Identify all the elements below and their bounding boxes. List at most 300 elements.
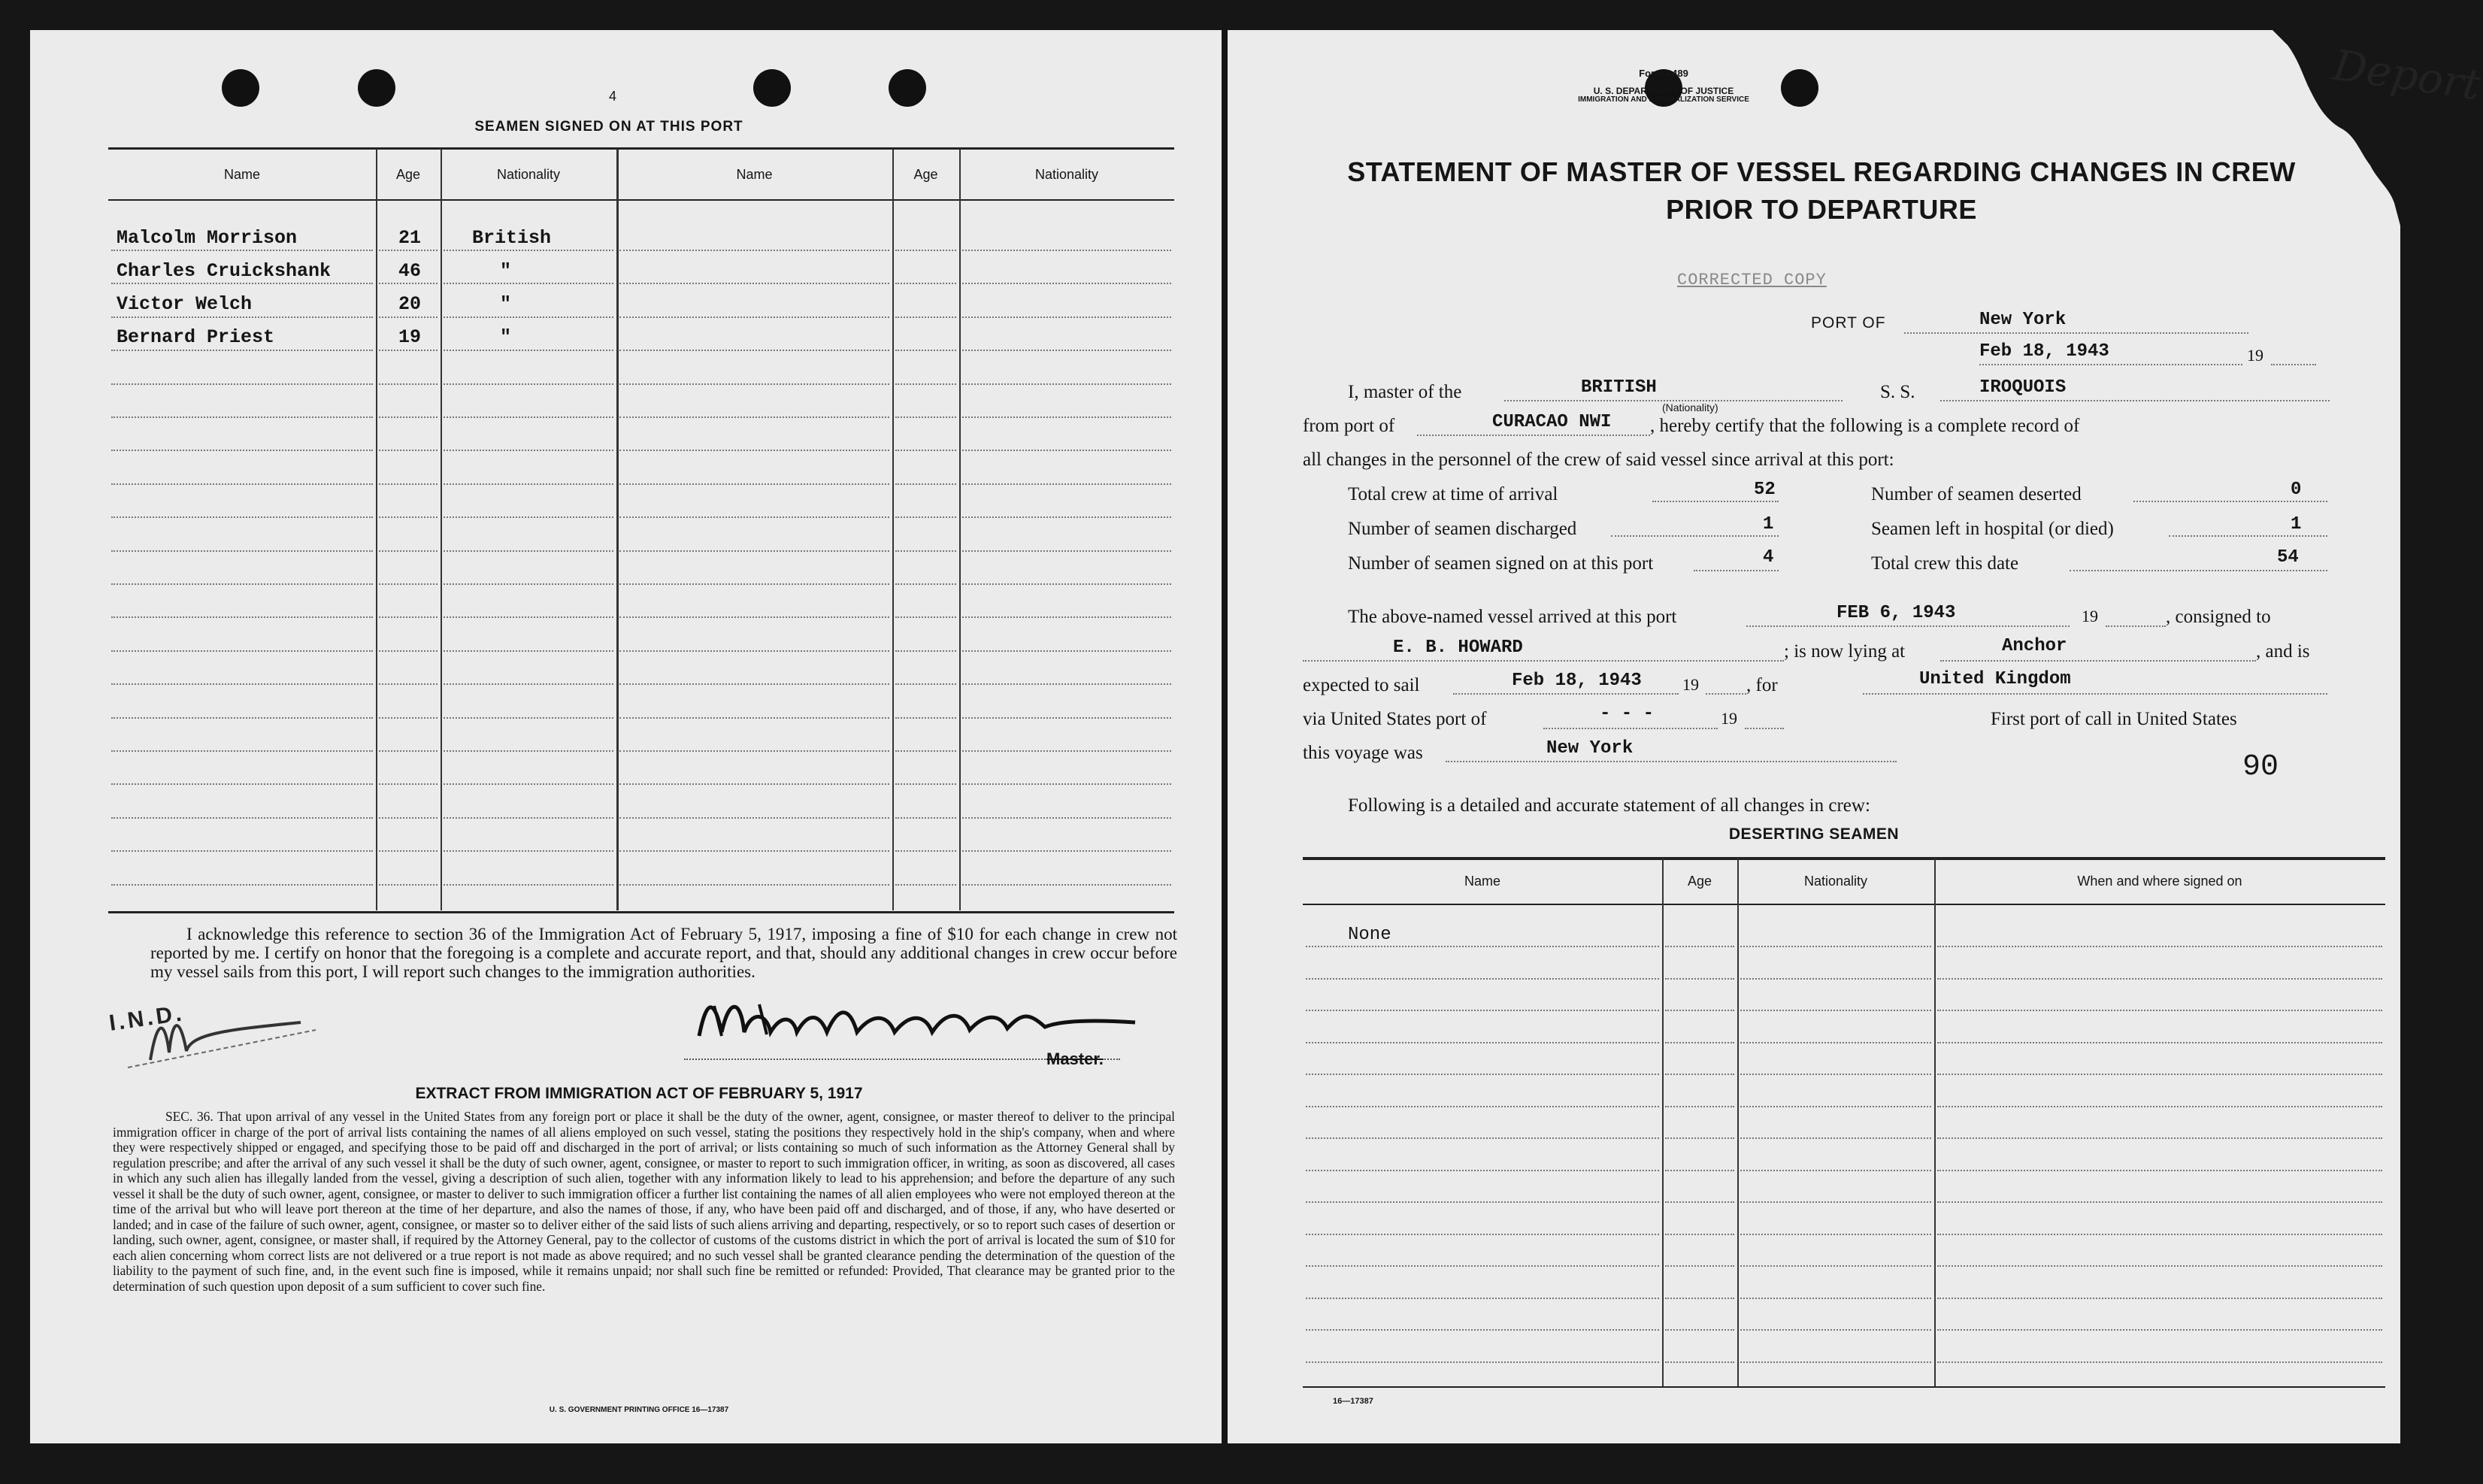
punch-hole <box>753 69 791 107</box>
row-rule <box>1740 1361 1931 1363</box>
header-name: Name <box>736 167 773 182</box>
row-rule <box>1937 946 2382 947</box>
row-rule <box>962 316 1171 318</box>
row-rule <box>619 850 889 852</box>
table-header-rule <box>1303 904 2385 905</box>
row-rule <box>1665 1265 1734 1267</box>
stat-value: 54 <box>2277 547 2299 568</box>
fill-line <box>1706 693 1746 695</box>
row-rule <box>895 316 956 318</box>
row-rule <box>1306 978 1659 980</box>
fill-line <box>2169 535 2327 537</box>
table-top-rule <box>108 147 1174 150</box>
row-rule <box>895 717 956 719</box>
row-rule <box>962 550 1171 552</box>
row-rule <box>444 783 613 785</box>
row-rule <box>444 283 613 284</box>
stat-label: Number of seamen discharged <box>1348 519 1577 539</box>
row-rule <box>111 650 373 652</box>
row-rule <box>619 416 889 418</box>
row-rule <box>1740 1074 1931 1075</box>
row-rule <box>444 350 613 351</box>
row-rule <box>895 783 956 785</box>
certify-text: , hereby certify that the following is a complete record of <box>1650 416 2080 436</box>
row-rule <box>1740 1265 1931 1267</box>
row-rule <box>1937 1329 2382 1331</box>
row-rule <box>379 350 438 351</box>
row-rule <box>1665 1298 1734 1299</box>
form-subtitle: PRIOR TO DEPARTURE <box>1666 194 1977 225</box>
from-port-label: from port of <box>1303 416 1395 436</box>
row-rule <box>379 650 438 652</box>
row-rule <box>111 483 373 485</box>
row-rule <box>111 783 373 785</box>
row-rule <box>1740 1298 1931 1299</box>
section-title: SEAMEN SIGNED ON AT THIS PORT <box>474 119 743 135</box>
row-rule <box>444 550 613 552</box>
page-number: 4 <box>609 89 617 104</box>
row-rule <box>962 450 1171 451</box>
row-rule <box>444 717 613 719</box>
row-rule <box>111 616 373 618</box>
row-rule <box>619 650 889 652</box>
row-rule <box>1665 1170 1734 1171</box>
row-rule <box>1306 1265 1659 1267</box>
punch-hole <box>222 69 259 107</box>
row-rule <box>379 483 438 485</box>
arrived-date: FEB 6, 1943 <box>1837 603 1956 623</box>
row-rule <box>1937 1106 2382 1107</box>
row-rule <box>379 516 438 518</box>
row-rule <box>895 350 956 351</box>
row-rule <box>1665 1106 1734 1107</box>
table-header-rule <box>108 199 1174 201</box>
consignee-value: E. B. HOWARD <box>1393 638 1523 658</box>
row-rule <box>1306 1329 1659 1331</box>
row-rule <box>111 550 373 552</box>
extract-title: EXTRACT FROM IMMIGRATION ACT OF FEBRUARY 5, 1917 <box>415 1085 863 1102</box>
row-rule <box>895 416 956 418</box>
year-suffix: 19 <box>1721 709 1737 728</box>
header-name: Name <box>223 167 260 182</box>
header-age: Age <box>395 167 421 182</box>
row-rule <box>962 817 1171 819</box>
row-rule <box>444 850 613 852</box>
row-rule <box>1937 1298 2382 1299</box>
row-rule <box>1740 1042 1931 1043</box>
form-old: (Old 689) <box>1646 77 1681 86</box>
fill-line <box>1904 332 2248 334</box>
row-rule <box>1937 1042 2382 1043</box>
row-rule <box>1937 1074 2382 1075</box>
row-rule <box>962 750 1171 752</box>
row-rule <box>1306 1298 1659 1299</box>
col-divider <box>959 149 961 910</box>
row-rule <box>1306 1074 1659 1075</box>
row-rule <box>962 283 1171 284</box>
service: IMMIGRATION AND NATURALIZATION SERVICE <box>1578 95 1749 104</box>
row-rule <box>619 884 889 886</box>
fill-line <box>2070 570 2327 571</box>
acknowledgment-text: I acknowledge this reference to section 36 of the Immigration Act of February 5, 1917, imposing a fine of $10 for each change in crew not reported by me. I certify on honor that the foregoing is a complete and accurate report, and that, should any additional changes in crew occur before my vessel sails from this port, I will report such changes to the immigration authorities. <box>150 925 1177 981</box>
row-rule <box>379 750 438 752</box>
deserting-title: DESERTING SEAMEN <box>1728 825 1900 843</box>
header-nationality: Nationality <box>496 167 561 182</box>
date-value: Feb 18, 1943 <box>1979 341 2109 362</box>
row-rule <box>962 583 1171 585</box>
row-rule <box>619 583 889 585</box>
row-rule <box>444 250 613 251</box>
row-rule <box>1665 1074 1734 1075</box>
printing-office: U. S. GOVERNMENT PRINTING OFFICE 16—17387 <box>549 1406 729 1414</box>
row-rule <box>111 316 373 318</box>
row-rule <box>111 350 373 351</box>
year-suffix: 19 <box>2082 607 2098 625</box>
corrected-copy-stamp: CORRECTED COPY <box>1677 271 1827 289</box>
row-rule <box>1740 1170 1931 1171</box>
row-rule <box>895 516 956 518</box>
seaman-age: 20 <box>398 293 422 315</box>
footer-code: 16—17387 <box>1333 1397 1373 1406</box>
punch-hole <box>358 69 395 107</box>
following-text: Following is a detailed and accurate statement of all changes in crew: <box>1348 795 1870 816</box>
row-rule <box>895 250 956 251</box>
row-rule <box>1306 1106 1659 1107</box>
row-rule <box>1740 1234 1931 1235</box>
row-rule <box>619 516 889 518</box>
row-rule <box>379 383 438 385</box>
row-rule <box>1665 1329 1734 1331</box>
fill-line <box>1453 693 1679 695</box>
consigned-label: , consigned to <box>2166 607 2271 627</box>
row-rule <box>1740 1010 1931 1011</box>
fill-line <box>1611 535 1779 537</box>
row-rule <box>111 283 373 284</box>
first-port-value: New York <box>1546 738 1634 759</box>
vessel-value: IROQUOIS <box>1979 377 2067 398</box>
row-rule <box>619 550 889 552</box>
row-rule <box>895 683 956 685</box>
ind-stamp: I.N.D. <box>107 1001 186 1036</box>
row-rule <box>444 817 613 819</box>
row-rule <box>895 283 956 284</box>
header-nationality: Nationality <box>1803 874 1868 889</box>
row-rule <box>1306 1201 1659 1203</box>
fill-line <box>1940 400 2330 401</box>
row-rule <box>379 817 438 819</box>
row-rule <box>111 683 373 685</box>
seaman-nationality: " <box>500 293 512 315</box>
row-rule <box>111 717 373 719</box>
row-rule <box>619 616 889 618</box>
seaman-nationality: British <box>472 227 552 249</box>
row-rule <box>1306 1137 1659 1139</box>
row-rule <box>895 550 956 552</box>
row-rule <box>962 850 1171 852</box>
row-rule <box>1665 1234 1734 1235</box>
row-rule <box>444 516 613 518</box>
for-label: , for <box>1746 675 1778 695</box>
header-nationality: Nationality <box>1034 167 1099 182</box>
fill-line <box>2271 364 2316 365</box>
year-suffix: 19 <box>2247 346 2263 365</box>
row-rule <box>619 350 889 351</box>
table-bottom-rule <box>1303 1386 2385 1388</box>
seaman-name: Bernard Priest <box>117 326 275 348</box>
row-rule <box>619 250 889 251</box>
row-rule <box>1740 1329 1931 1331</box>
stamp-scribble <box>105 1000 346 1075</box>
and-is-label: , and is <box>2256 641 2310 662</box>
row-rule <box>111 450 373 451</box>
row-rule <box>111 750 373 752</box>
first-port-label: First port of call in United States <box>1991 709 2237 729</box>
row-rule <box>895 850 956 852</box>
row-rule <box>895 884 956 886</box>
row-rule <box>895 450 956 451</box>
extract-text: SEC. 36. That upon arrival of any vessel in the United States from any foreign port or place it shall be the duty of the owner, agent, consignee, or master thereof to deliver to the principal immigration officer in charge of the port of arrival lists containing the names of all aliens employed on such vessel, stating the positions they respectively hold in the ship's company, when and where they were respectively shipped or engaged, and specifying those to be paid off and discharged in the port of arrival; or lists containing so much of such information as the Attorney General shall by regulation prescribe; and after the arrival of any such vessel it shall be the duty of such owner, agent, consignee, or master to report to such immigration officer, in writing, as soon as discovered, all cases in which any such alien has illegally landed from the vessel, giving a description of such alien, together with any information likely to lead to his apprehension; and before the departure of any such vessel it shall be the duty of such owner, agent, consignee, or master to deliver to such immigration officer a further list containing the names of all alien employees who were not employed thereon at the time of the arrival but who will leave port thereon at the time of her departure, and also the names of those, if any, who have been paid off and discharged, and of those, if any, who have deserted or landed; and in case of the failure of such owner, agent, consignee, or master so to deliver either of the said lists of such aliens arriving and departing, respectively, or so to report such cases of desertion or landing, such owner, agent, consignee, or master shall, if required by the Attorney General, pay to the collector of customs of the customs district in which the port of arrival is located the sum of $10 for each alien concerning whom correct lists are not delivered or a true report is not made as above required; and no such vessel shall be granted clearance pending the determination of the question of the liability to the payment of such fine, and, in the event such fine is imposed, while it remains unpaid; nor shall such fine be remitted or refunded: Provided, That clearance may be granted prior to the determination of such question upon deposit of a sum sufficient to cover such fine. <box>113 1109 1175 1294</box>
row-rule <box>619 383 889 385</box>
row-rule <box>962 383 1171 385</box>
row-rule <box>111 583 373 585</box>
row-rule <box>444 683 613 685</box>
right-page <box>1228 30 2483 1443</box>
row-rule <box>1937 1234 2382 1235</box>
row-rule <box>1306 1170 1659 1171</box>
port-of-value: New York <box>1979 310 2067 330</box>
row-rule <box>444 583 613 585</box>
row-rule <box>962 416 1171 418</box>
row-rule <box>619 483 889 485</box>
row-rule <box>379 583 438 585</box>
row-rule <box>962 483 1171 485</box>
header-name: Name <box>1464 874 1500 889</box>
col-divider <box>616 149 619 910</box>
certify-text-2: all changes in the personnel of the crew of said vessel since arrival at this port: <box>1303 450 1894 470</box>
col-divider <box>441 149 442 910</box>
row-rule <box>1665 1201 1734 1203</box>
row-rule <box>379 416 438 418</box>
fill-line <box>1446 761 1897 762</box>
row-rule <box>962 616 1171 618</box>
row-rule <box>962 783 1171 785</box>
row-rule <box>619 750 889 752</box>
seaman-name: Malcolm Morrison <box>117 227 298 249</box>
form-title: STATEMENT OF MASTER OF VESSEL REGARDING CHANGES IN CREW <box>1347 156 2296 187</box>
row-rule <box>1937 1265 2382 1267</box>
row-rule <box>1937 1201 2382 1203</box>
row-rule <box>895 616 956 618</box>
row-rule <box>444 450 613 451</box>
master-signature <box>669 991 1165 1051</box>
row-rule <box>444 650 613 652</box>
stat-value: 1 <box>2291 514 2302 535</box>
fill-line <box>2106 625 2166 627</box>
fill-line <box>1303 660 1784 662</box>
row-rule <box>619 316 889 318</box>
master-of-label: I, master of the <box>1348 382 1462 402</box>
row-rule <box>379 683 438 685</box>
row-rule <box>379 316 438 318</box>
stat-value: 1 <box>1763 514 1774 535</box>
fill-line <box>1417 435 1650 436</box>
row-rule <box>444 416 613 418</box>
stat-value: 4 <box>1763 547 1774 568</box>
row-rule <box>111 383 373 385</box>
via-port-value: - - - <box>1600 704 1655 724</box>
row-rule <box>962 717 1171 719</box>
row-rule <box>895 650 956 652</box>
stat-label: Seamen left in hospital (or died) <box>1871 519 2114 539</box>
stat-label: Number of seamen deserted <box>1871 484 2082 504</box>
nationality-value: BRITISH <box>1581 377 1657 398</box>
row-rule <box>1665 978 1734 980</box>
row-rule <box>1740 946 1931 947</box>
handwritten-corner: Deport <box>2330 41 2483 111</box>
row-rule <box>619 817 889 819</box>
row-rule <box>895 583 956 585</box>
row-rule <box>379 783 438 785</box>
row-rule <box>1665 1010 1734 1011</box>
seaman-age: 19 <box>398 326 422 348</box>
form-number: Form I-489 <box>1639 68 1688 79</box>
row-rule <box>111 817 373 819</box>
row-rule <box>962 516 1171 518</box>
row-rule <box>1665 1137 1734 1139</box>
stat-value: 0 <box>2291 480 2302 500</box>
row-rule <box>619 450 889 451</box>
fill-line <box>1979 364 2242 365</box>
page-num: 90 <box>2242 750 2279 784</box>
row-rule <box>962 683 1171 685</box>
row-rule <box>444 750 613 752</box>
fill-line <box>1745 728 1784 729</box>
row-rule <box>379 717 438 719</box>
col-divider <box>1737 859 1739 1386</box>
row-rule <box>962 884 1171 886</box>
fill-line <box>1694 570 1779 571</box>
header-age: Age <box>1687 874 1712 889</box>
fill-line <box>1543 728 1718 729</box>
seaman-age: 46 <box>398 260 422 282</box>
row-rule <box>111 416 373 418</box>
row-rule <box>444 483 613 485</box>
left-page <box>30 30 1222 1443</box>
seaman-nationality: " <box>500 326 512 348</box>
seaman-nationality: " <box>500 260 512 282</box>
col-divider <box>1934 859 1936 1386</box>
seaman-age: 21 <box>398 227 422 249</box>
row-rule <box>619 683 889 685</box>
stat-label: Total crew at time of arrival <box>1348 484 1558 504</box>
row-rule <box>379 884 438 886</box>
row-rule <box>619 283 889 284</box>
row-rule <box>1306 1042 1659 1043</box>
row-rule <box>1937 1137 2382 1139</box>
row-rule <box>895 483 956 485</box>
row-rule <box>1937 1361 2382 1363</box>
lying-at-value: Anchor <box>2002 636 2067 656</box>
row-rule <box>1937 978 2382 980</box>
sail-date: Feb 18, 1943 <box>1512 671 1642 691</box>
fill-line <box>1863 693 2327 695</box>
row-rule <box>619 783 889 785</box>
row-rule <box>379 250 438 251</box>
row-rule <box>1306 946 1659 947</box>
row-rule <box>1665 946 1734 947</box>
destination-value: United Kingdom <box>1919 669 2071 689</box>
stat-value: 52 <box>1754 480 1776 500</box>
row-rule <box>1937 1010 2382 1011</box>
row-rule <box>1740 1201 1931 1203</box>
voyage-label: this voyage was <box>1303 743 1423 763</box>
ss-label: S. S. <box>1880 382 1915 402</box>
row-rule <box>1740 1106 1931 1107</box>
header-age: Age <box>913 167 938 182</box>
row-rule <box>379 850 438 852</box>
from-port-value: CURACAO NWI <box>1492 412 1612 432</box>
row-rule <box>1665 1042 1734 1043</box>
table-bottom-rule <box>108 911 1174 913</box>
year-suffix: 19 <box>1682 675 1699 694</box>
row-rule <box>379 550 438 552</box>
row-rule <box>895 750 956 752</box>
col-divider <box>892 149 894 910</box>
row-rule <box>111 850 373 852</box>
arrived-label: The above-named vessel arrived at this port <box>1348 607 1677 627</box>
row-rule <box>111 884 373 886</box>
expected-label: expected to sail <box>1303 675 1420 695</box>
fill-line <box>1746 625 2070 627</box>
row-rule <box>962 350 1171 351</box>
department: U. S. DEPARTMENT OF JUSTICE <box>1593 86 1734 96</box>
row-rule <box>444 616 613 618</box>
stat-label: Number of seamen signed on at this port <box>1348 553 1654 574</box>
fill-line <box>1652 501 1779 502</box>
stat-label: Total crew this date <box>1871 553 2019 574</box>
punch-hole <box>889 69 926 107</box>
row-rule <box>111 250 373 251</box>
row-rule <box>962 250 1171 251</box>
desert-entry: None <box>1348 925 1391 945</box>
row-rule <box>379 616 438 618</box>
row-rule <box>1306 1234 1659 1235</box>
row-rule <box>111 516 373 518</box>
col-divider <box>376 149 377 910</box>
row-rule <box>444 383 613 385</box>
fill-line <box>2133 501 2327 502</box>
nationality-caption: (Nationality) <box>1662 401 1718 413</box>
col-divider <box>1662 859 1664 1386</box>
row-rule <box>1306 1361 1659 1363</box>
row-rule <box>895 383 956 385</box>
row-rule <box>619 717 889 719</box>
seaman-name: Charles Cruickshank <box>117 260 332 282</box>
port-of-label: PORT OF <box>1811 314 1886 332</box>
row-rule <box>1740 1137 1931 1139</box>
header-signed-on: When and where signed on <box>2077 874 2242 889</box>
row-rule <box>962 650 1171 652</box>
row-rule <box>444 316 613 318</box>
row-rule <box>1306 1010 1659 1011</box>
lying-label: ; is now lying at <box>1784 641 1906 662</box>
row-rule <box>444 884 613 886</box>
via-label: via United States port of <box>1303 709 1487 729</box>
row-rule <box>379 450 438 451</box>
row-rule <box>895 817 956 819</box>
row-rule <box>1937 1170 2382 1171</box>
fill-line <box>1940 660 2256 662</box>
